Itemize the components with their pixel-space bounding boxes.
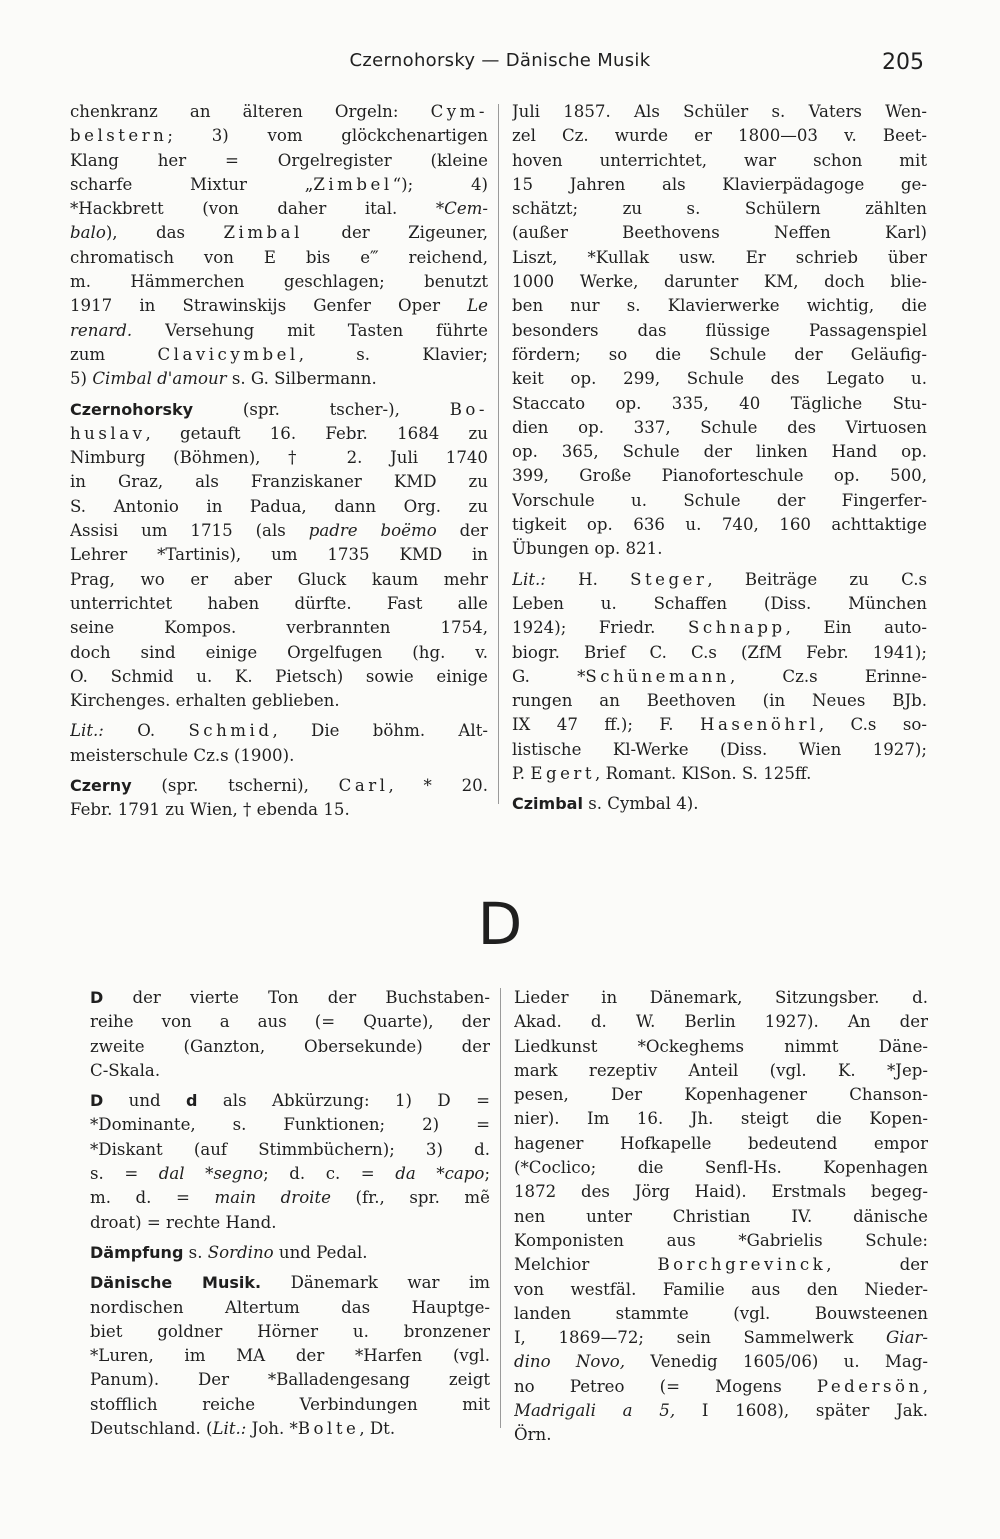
text-run: 5) xyxy=(70,369,93,389)
text-line xyxy=(512,343,927,367)
text-run: Carl xyxy=(338,776,389,796)
text-line xyxy=(514,1253,928,1277)
text-run: dino Novo, xyxy=(514,1352,626,1372)
text-line xyxy=(90,1241,490,1265)
text-line xyxy=(512,173,927,197)
text-run: O. Schmid u. K. Pietsch) sowie einige xyxy=(70,666,488,686)
text-run: O. xyxy=(103,721,189,741)
text-line xyxy=(512,792,927,816)
text-line xyxy=(90,1113,490,1137)
text-run: , Cz.s Erinne- xyxy=(729,666,927,686)
text-run: m. Hämmerchen geschlagen; benutzt xyxy=(70,272,488,292)
text-run: Assisi um 1715 (als xyxy=(70,521,309,541)
text-run: Le xyxy=(467,296,488,316)
text-line xyxy=(514,1035,928,1059)
text-run: der vierte Ton der Buchstaben- xyxy=(103,988,490,1007)
text-run: Steger xyxy=(630,569,708,589)
text-run: renard. xyxy=(70,320,133,340)
text-run: 1917 in Strawinskijs Genfer Oper xyxy=(70,296,468,316)
text-run: 1000 Werke, darunter KM, doch blie- xyxy=(512,272,927,292)
entry-paragraph xyxy=(70,398,488,714)
text-run: rungen an Beethoven (in Neues BJb. xyxy=(512,691,927,711)
text-line xyxy=(70,495,488,519)
text-line xyxy=(514,1132,928,1156)
text-run: *Diskant (auf Stimmbüchern); 3) d. xyxy=(90,1139,490,1159)
text-run: Klang her = Orgelregister (kleine xyxy=(70,150,488,170)
text-run: belstern xyxy=(70,126,168,146)
text-line xyxy=(512,294,927,318)
entry-paragraph xyxy=(514,986,928,1448)
text-run: , C.s so- xyxy=(818,715,927,735)
text-run: Bolte xyxy=(297,1419,360,1439)
text-line xyxy=(70,798,488,822)
text-run: , * 20. xyxy=(388,776,488,796)
text-line xyxy=(512,713,927,737)
text-run: und Pedal. xyxy=(273,1242,368,1262)
text-run: Schmid xyxy=(188,721,273,741)
text-line xyxy=(512,568,927,592)
text-run: zweite (Ganzton, Obersekunde) der xyxy=(90,1036,490,1056)
text-line xyxy=(70,422,488,446)
text-run: Komponisten aus *Gabrielis Schule: xyxy=(514,1230,928,1250)
text-run: chenkranz an älteren Orgeln: xyxy=(70,102,431,121)
text-line xyxy=(90,1271,490,1295)
running-title: Czernohorsky — Dänische Musik xyxy=(349,50,651,71)
entry-paragraph xyxy=(70,774,488,823)
text-line xyxy=(512,513,927,537)
text-run: nier). Im 16. Jh. steigt die Kopen- xyxy=(514,1109,928,1129)
text-run: stofflich reiche Verbindungen mit xyxy=(90,1394,490,1414)
text-line xyxy=(70,246,488,270)
text-run: nordischen Altertum das Hauptge- xyxy=(90,1297,490,1317)
text-run: Madrigali a 5, xyxy=(514,1401,676,1421)
entry-paragraph xyxy=(512,792,927,816)
text-line xyxy=(512,149,927,173)
text-run: s. xyxy=(183,1242,208,1262)
text-run: Cym- xyxy=(430,102,488,121)
entry-paragraph xyxy=(512,568,927,787)
column-bottom-left xyxy=(90,986,490,1447)
text-run: tigkeit op. 636 u. 740, 160 achttaktige xyxy=(512,515,927,535)
text-run: pesen, Der Kopenhagener Chanson- xyxy=(514,1085,928,1105)
text-line xyxy=(70,616,488,640)
text-line xyxy=(512,124,927,148)
text-run: Leben u. Schaffen (Diss. München xyxy=(512,593,927,613)
text-line xyxy=(70,568,488,592)
text-run: meisterschule Cz.s (1900). xyxy=(70,745,295,765)
text-line xyxy=(90,1417,490,1441)
text-run: hagener Hofkapelle bedeutend empor xyxy=(514,1133,928,1153)
text-line xyxy=(512,197,927,221)
text-run: Zimbal xyxy=(223,223,303,243)
text-run: 1872 des Jörg Haid). Erstmals begeg- xyxy=(514,1182,928,1202)
text-run: Lieder in Dänemark, Sitzungsber. d. xyxy=(514,988,928,1007)
text-line xyxy=(514,1399,928,1423)
text-line xyxy=(514,1375,928,1399)
text-run: G. * xyxy=(512,666,586,686)
text-run: biogr. Brief C. C.s (ZfM Febr. 1941); xyxy=(512,642,927,662)
text-run: , getauft 16. Febr. 1684 zu xyxy=(145,423,488,443)
text-line xyxy=(514,1156,928,1180)
text-line xyxy=(70,519,488,543)
text-line xyxy=(90,1059,490,1083)
text-run: Juli 1857. Als Schüler s. Vaters Wen- xyxy=(512,102,927,121)
entry-headword: d xyxy=(186,1091,198,1111)
running-head xyxy=(0,50,1000,80)
text-run: , xyxy=(922,1376,928,1396)
text-line xyxy=(90,1393,490,1417)
text-run: main droite xyxy=(214,1188,331,1208)
column-bottom-right xyxy=(514,986,928,1454)
entry-headword: D xyxy=(90,1091,104,1111)
text-run: Dänemark war im xyxy=(261,1273,490,1293)
column-top-right xyxy=(512,100,927,823)
text-line xyxy=(70,319,488,343)
text-run: , Beiträge zu C.s xyxy=(707,569,927,589)
text-line xyxy=(70,592,488,616)
text-run: Lit.: xyxy=(512,569,546,589)
text-run: Liszt, *Kullak usw. Er schrieb über xyxy=(512,247,927,267)
text-run: 15 Jahren als Klavierpädagoge ge- xyxy=(512,174,927,194)
text-run: besonders das flüssige Passagenspiel xyxy=(512,320,927,340)
text-line xyxy=(90,1296,490,1320)
text-line xyxy=(70,294,488,318)
text-run: fördern; so die Schule der Geläufig- xyxy=(512,344,927,364)
text-line xyxy=(70,173,488,197)
text-line xyxy=(512,616,927,640)
text-run: Clavicymbel xyxy=(157,344,299,364)
text-line xyxy=(90,1186,490,1210)
text-line xyxy=(512,489,927,513)
text-run: I 1608), später Jak. xyxy=(675,1401,928,1421)
text-run: keit op. 299, Schule des Legato u. xyxy=(512,369,927,389)
text-run: scharfe Mixtur „ xyxy=(70,174,314,194)
text-line xyxy=(512,246,927,270)
text-run: Lit.: xyxy=(70,721,104,741)
text-run: Deutschland. ( xyxy=(90,1419,213,1439)
text-run: der xyxy=(436,521,488,541)
text-run: und xyxy=(103,1091,187,1111)
text-line xyxy=(514,1010,928,1034)
text-line xyxy=(512,464,927,488)
text-line xyxy=(90,986,490,1010)
text-run: (spr. tscherni), xyxy=(131,776,339,796)
text-run: in Graz, als Franziskaner KMD zu xyxy=(70,472,488,492)
text-run: chromatisch von E bis e‴ reichend, xyxy=(70,247,488,267)
text-run: mark rezeptiv Anteil (vgl. K. *Jep- xyxy=(514,1060,928,1080)
text-line xyxy=(514,1326,928,1350)
text-run: Zimbel xyxy=(313,174,393,194)
entry-headword: Czernohorsky xyxy=(70,399,194,419)
text-line xyxy=(512,641,927,665)
text-line xyxy=(512,416,927,440)
text-run: P. xyxy=(512,764,531,784)
text-run: huslav xyxy=(70,423,146,443)
text-run: (fr., spr. mẽ xyxy=(330,1188,490,1208)
entry-paragraph xyxy=(90,986,490,1083)
text-run: s. Cymbal 4). xyxy=(582,794,699,814)
text-run: 1924); Friedr. xyxy=(512,618,688,638)
text-run: unterrichtet haben dürfte. Fast alle xyxy=(70,593,488,613)
text-line xyxy=(70,543,488,567)
text-line xyxy=(512,392,927,416)
text-run: landen stammte (vgl. Bouwsteenen xyxy=(514,1303,928,1323)
text-run: Nimburg (Böhmen), † 2. Juli 1740 xyxy=(70,448,488,468)
text-line xyxy=(70,343,488,367)
text-line xyxy=(90,1089,490,1113)
entry-headword: Dämpfung xyxy=(90,1242,184,1262)
text-line xyxy=(70,689,488,713)
text-run: Übungen op. 821. xyxy=(512,539,663,559)
text-line xyxy=(90,1368,490,1392)
text-line xyxy=(90,1320,490,1344)
text-run: I, 1869—72; sein Sammelwerk xyxy=(514,1328,886,1348)
text-run: Bo- xyxy=(449,399,488,419)
text-run: zel Cz. wurde er 1800—03 v. Beet- xyxy=(512,126,927,146)
text-run: (spr. tscher-), xyxy=(193,399,450,419)
text-run: , Dt. xyxy=(359,1419,396,1439)
text-line xyxy=(512,537,927,561)
text-line xyxy=(512,367,927,391)
entry-paragraph xyxy=(90,1241,490,1265)
text-run: Akad. d. W. Berlin 1927). An der xyxy=(514,1012,928,1032)
entry-headword: Czerny xyxy=(70,776,132,796)
text-run: *Dominante, s. Funktionen; 2) = xyxy=(90,1115,490,1135)
text-line xyxy=(512,221,927,245)
text-line xyxy=(514,1059,928,1083)
text-run: (*Coclico; die Senfl-Hs. Kopenhagen xyxy=(514,1158,928,1178)
text-run: Pedersön xyxy=(816,1376,923,1396)
text-line xyxy=(512,319,927,343)
text-line xyxy=(512,689,927,713)
text-line xyxy=(512,665,927,689)
text-line xyxy=(70,124,488,148)
entry-paragraph xyxy=(70,719,488,768)
text-run: da *capo xyxy=(395,1164,485,1184)
text-run: ; xyxy=(484,1164,490,1184)
text-run: der Zigeuner, xyxy=(302,223,488,243)
text-run: padre boëmo xyxy=(308,521,437,541)
text-line xyxy=(70,149,488,173)
text-run: als Abkürzung: 1) D = xyxy=(197,1091,490,1111)
text-run: H. xyxy=(545,569,631,589)
text-run: S. Antonio in Padua, dann Org. zu xyxy=(70,496,488,516)
text-run: m. d. = xyxy=(90,1188,215,1208)
column-divider-top xyxy=(498,104,499,804)
text-run: op. 365, Schule der linken Hand op. xyxy=(512,442,927,462)
text-line xyxy=(514,1350,928,1374)
text-line xyxy=(90,1344,490,1368)
text-run: s. G. Silbermann. xyxy=(226,369,377,389)
text-line xyxy=(90,1211,490,1235)
text-line xyxy=(70,270,488,294)
text-run: Sordino xyxy=(207,1242,274,1262)
text-run: Egert xyxy=(530,764,596,784)
text-run: , der xyxy=(826,1255,928,1275)
text-run: C-Skala. xyxy=(90,1060,161,1080)
text-run: , Ein auto- xyxy=(785,618,927,638)
text-line xyxy=(70,367,488,391)
text-line xyxy=(70,665,488,689)
text-run: schätzt; zu s. Schülern zählten xyxy=(512,199,927,219)
section-letter: D xyxy=(477,890,523,958)
text-line xyxy=(514,1423,928,1447)
text-run: no Petreo (= Mogens xyxy=(514,1376,817,1396)
entry-headword: D xyxy=(90,988,104,1007)
entry-headword: Czimbal xyxy=(512,794,583,814)
text-line xyxy=(512,270,927,294)
text-line xyxy=(90,1035,490,1059)
text-run: Cimbal d'amour xyxy=(92,369,227,389)
text-line xyxy=(514,1302,928,1326)
text-line xyxy=(514,1180,928,1204)
text-run: ; 3) vom glöckchenartigen xyxy=(167,126,488,146)
text-run: “); 4) xyxy=(392,174,488,194)
entry-paragraph xyxy=(512,100,927,562)
text-run: Joh. * xyxy=(246,1419,298,1439)
text-run: , s. Klavier; xyxy=(298,344,488,364)
text-line xyxy=(514,1083,928,1107)
text-run: (außer Beethovens Neffen Karl) xyxy=(512,223,927,243)
text-line xyxy=(512,738,927,762)
text-run: Hasenöhrl xyxy=(700,715,819,735)
text-run: , Die böhm. Alt- xyxy=(272,721,488,741)
text-line xyxy=(514,986,928,1010)
text-run: balo xyxy=(70,223,106,243)
text-run: biet goldner Hörner u. bronzener xyxy=(90,1321,490,1341)
text-run: Versehung mit Tasten führte xyxy=(132,320,488,340)
text-line xyxy=(70,446,488,470)
text-run: *Hackbrett (von daher ital. xyxy=(70,199,436,219)
text-run: Melchior xyxy=(514,1255,658,1275)
text-line xyxy=(70,197,488,221)
text-line xyxy=(70,100,488,124)
text-run: Örn. xyxy=(514,1425,552,1445)
text-run: Kirchenges. erhalten geblieben. xyxy=(70,691,340,711)
text-line xyxy=(512,592,927,616)
text-run: Giar- xyxy=(886,1328,928,1348)
entry-paragraph xyxy=(90,1271,490,1441)
text-run: , Romant. KlSon. S. 125ff. xyxy=(595,764,812,784)
text-line xyxy=(70,641,488,665)
text-line xyxy=(512,762,927,786)
text-run: hoven unterrichtet, war schon mit xyxy=(512,150,927,170)
text-run: ben nur s. Klavierwerke wichtig, die xyxy=(512,296,927,316)
text-run: seine Kompos. verbrannten 1754, xyxy=(70,618,488,638)
text-line xyxy=(70,744,488,768)
text-line xyxy=(70,470,488,494)
text-run: zum xyxy=(70,344,158,364)
text-run: IX 47 ff.); F. xyxy=(512,715,700,735)
text-line xyxy=(512,100,927,124)
text-run: *Cem- xyxy=(435,199,488,219)
text-line xyxy=(514,1205,928,1229)
text-run: Liedkunst *Ockeghems nimmt Däne- xyxy=(514,1036,928,1056)
text-run: nen unter Christian IV. dänische xyxy=(514,1206,928,1226)
text-run: Panum). Der *Balladengesang zeigt xyxy=(90,1370,490,1390)
text-line xyxy=(90,1138,490,1162)
text-line xyxy=(90,1010,490,1034)
column-divider-bottom xyxy=(500,988,501,1428)
text-run: Lit.: xyxy=(212,1419,247,1439)
text-run: Vorschule u. Schule der Fingerfer- xyxy=(512,490,927,510)
text-line xyxy=(514,1107,928,1131)
text-line xyxy=(512,440,927,464)
text-run: Schünemann xyxy=(585,666,730,686)
text-run: reihe von a aus (= Quarte), der xyxy=(90,1012,490,1032)
text-run: dien op. 337, Schule des Virtuosen xyxy=(512,417,927,437)
entry-paragraph xyxy=(70,100,488,392)
text-run: dal *segno xyxy=(158,1164,264,1184)
text-line xyxy=(90,1162,490,1186)
text-run: Borchgrevinck xyxy=(657,1255,827,1275)
text-line xyxy=(70,719,488,743)
text-run: Febr. 1791 zu Wien, † ebenda 15. xyxy=(70,800,350,820)
text-run: Staccato op. 335, 40 Tägliche Stu- xyxy=(512,393,927,413)
text-line xyxy=(514,1278,928,1302)
text-line xyxy=(70,398,488,422)
text-run: von westfäl. Familie aus den Nieder- xyxy=(514,1279,928,1299)
text-run: ; d. c. = xyxy=(263,1164,396,1184)
text-run: Venedig 1605/06) u. Mag- xyxy=(625,1352,928,1372)
column-top-left xyxy=(70,100,488,829)
text-line xyxy=(70,774,488,798)
text-run: ), das xyxy=(105,223,224,243)
text-run: s. = xyxy=(90,1164,159,1184)
entry-paragraph xyxy=(90,1089,490,1235)
text-run: Prag, wo er aber Gluck kaum mehr xyxy=(70,569,488,589)
text-run: 399, Große Pianoforteschule op. 500, xyxy=(512,466,927,486)
text-run: listische Kl-Werke (Diss. Wien 1927); xyxy=(512,739,927,759)
page-number: 205 xyxy=(882,50,924,75)
text-line xyxy=(514,1229,928,1253)
text-run: Lehrer *Tartinis), um 1735 KMD in xyxy=(70,545,488,565)
text-run: Schnapp xyxy=(687,618,786,638)
text-run: droat) = rechte Hand. xyxy=(90,1212,277,1232)
text-run: doch sind einige Orgelfugen (hg. v. xyxy=(70,642,488,662)
entry-headword: Dänische Musik. xyxy=(90,1273,262,1293)
text-run: *Luren, im MA der *Harfen (vgl. xyxy=(90,1346,490,1366)
text-line xyxy=(70,221,488,245)
